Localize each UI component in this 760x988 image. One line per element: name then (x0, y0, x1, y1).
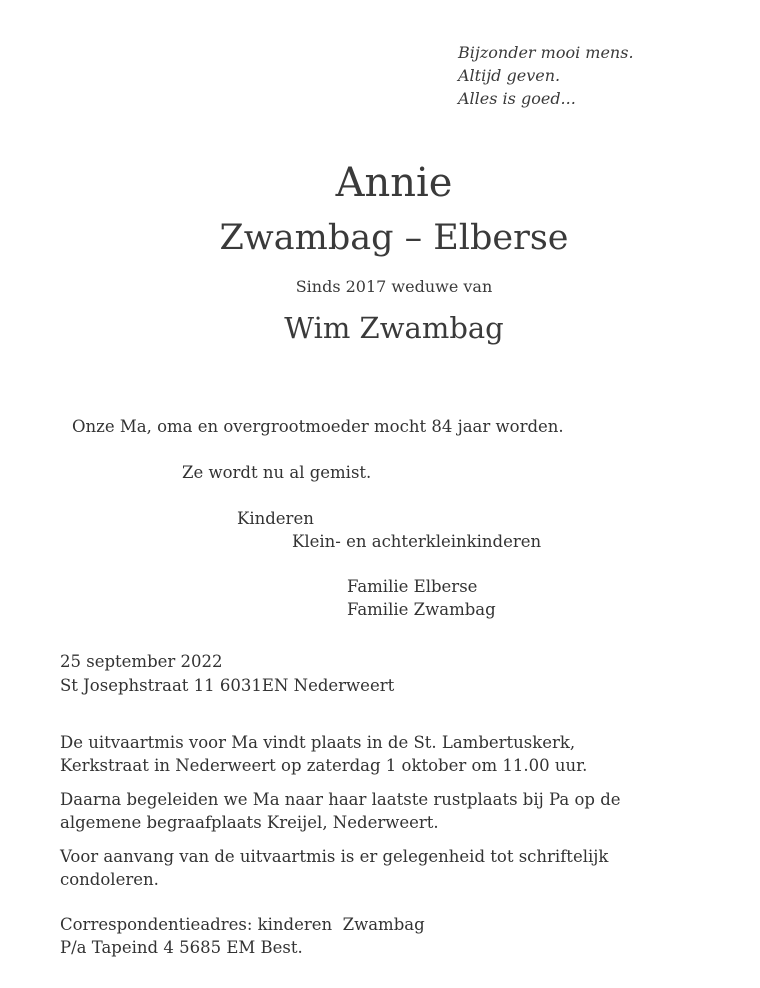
family-elberse: Familie Elberse (347, 577, 478, 596)
service-para3-line2: condoleren. (60, 870, 159, 889)
family-children: Kinderen (237, 509, 314, 528)
family-zwambag: Familie Zwambag (347, 600, 496, 619)
correspondence-line-1: Correspondentieadres: kinderen Zwambag (60, 915, 425, 934)
service-para1-line1: De uitvaartmis voor Ma vindt plaats in de St. Lambertuskerk, (60, 733, 576, 752)
quote-line-1: Bijzonder mooi mens. (458, 43, 634, 62)
service-para2-line1: Daarna begeleiden we Ma naar haar laatste rustplaats bij Pa op de (60, 790, 621, 809)
quote-line-2: Altijd geven. (458, 66, 561, 85)
home-address: St Josephstraat 11 6031EN Nederweert (60, 676, 395, 695)
widow-line: Sinds 2017 weduwe van (295, 277, 493, 296)
spouse-name: Wim Zwambag (284, 311, 504, 345)
family-grandchildren: Klein- en achterkleinkinderen (292, 532, 542, 551)
message-line-1: Onze Ma, oma en overgrootmoeder mocht 84 jaar worden. (72, 417, 564, 436)
deceased-first-name: Annie (335, 160, 453, 206)
message-line-2: Ze wordt nu al gemist. (182, 463, 372, 482)
deceased-surname: Zwambag – Elberse (219, 218, 569, 258)
service-para3-line1: Voor aanvang van de uitvaartmis is er gelegenheid tot schriftelijk (60, 847, 609, 866)
quote-line-3: Alles is goed... (458, 89, 576, 108)
service-para2-line2: algemene begraafplaats Kreijel, Nederweert. (60, 813, 439, 832)
correspondence-line-2: P/a Tapeind 4 5685 EM Best. (60, 938, 303, 957)
service-para1-line2: Kerkstraat in Nederweert op zaterdag 1 oktober om 11.00 uur. (60, 756, 588, 775)
date-of-death: 25 september 2022 (60, 652, 223, 671)
